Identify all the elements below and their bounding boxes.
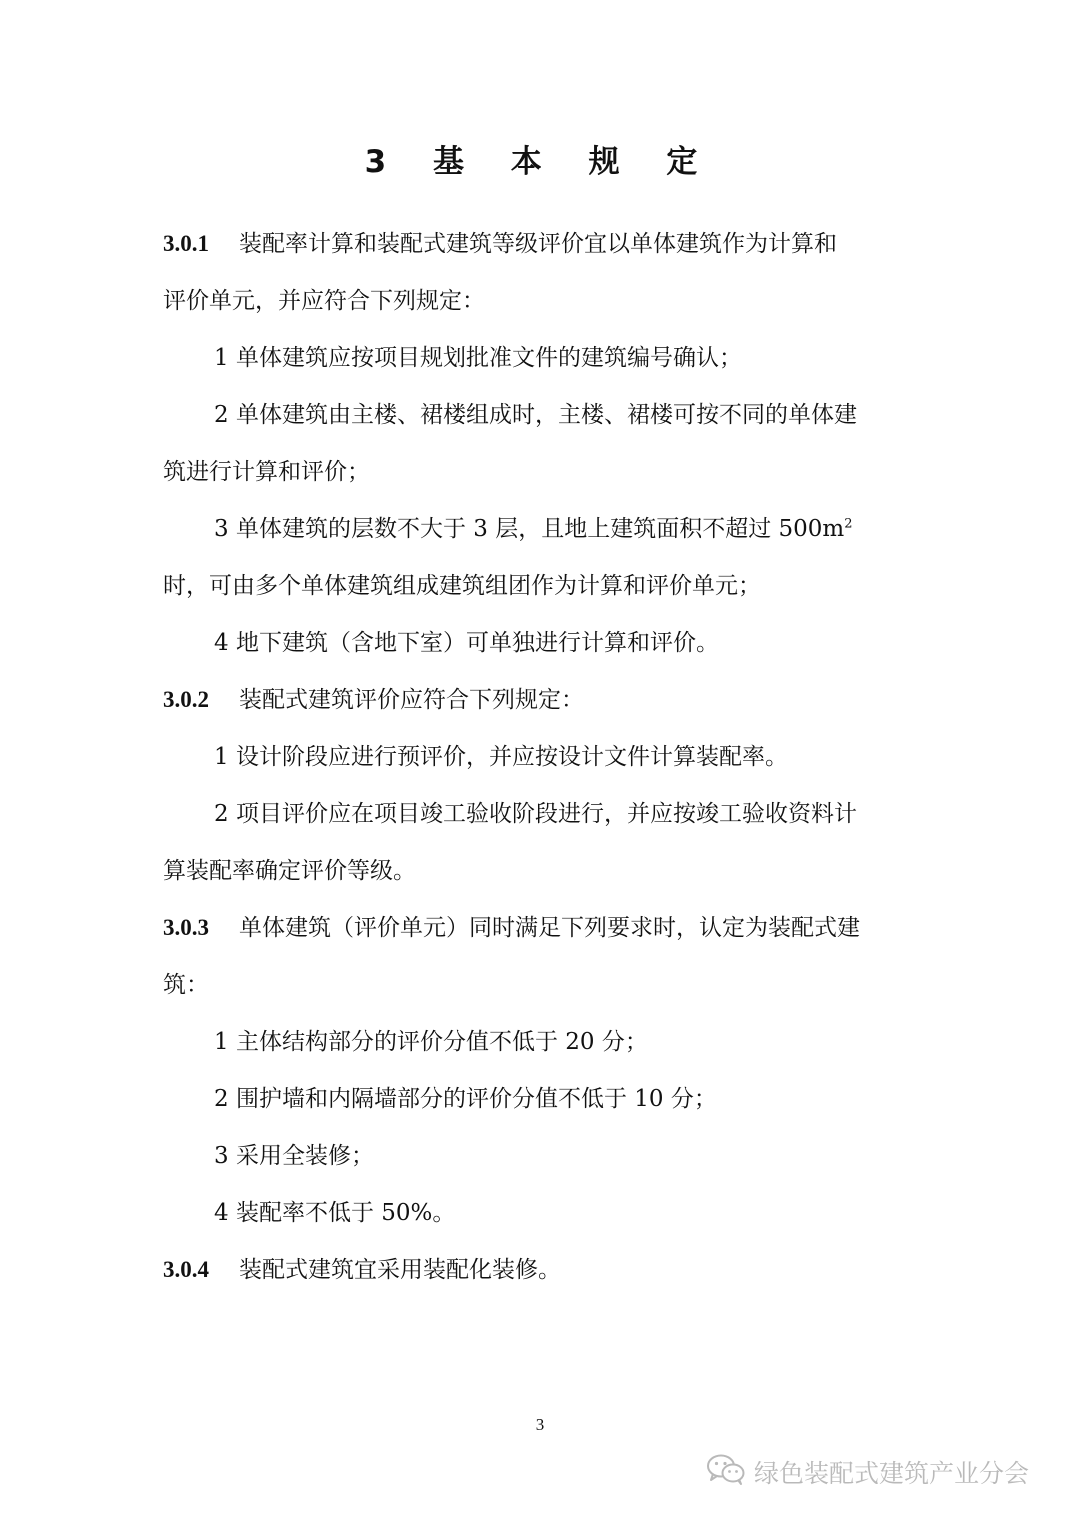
list-item: 1 主体结构部分的评价分值不低于 20 分； — [214, 1029, 648, 1055]
list-item-continued: 算装配率确定评价等级。 — [163, 858, 416, 884]
list-item-text: 3 单体建筑的层数不大于 3 层，且地上建筑面积不超过 500m — [214, 516, 845, 542]
clause-text-continued: 筑： — [163, 972, 209, 998]
clause-3-0-4 — [163, 1254, 561, 1286]
superscript: 2 — [844, 516, 853, 532]
list-item: 3 采用全装修； — [214, 1143, 374, 1169]
clause-number: 3.0.1 — [163, 231, 209, 256]
clause-number: 3.0.4 — [163, 1257, 209, 1282]
clause-3-0-2 — [163, 684, 584, 716]
list-item: 2 围护墙和内隔墙部分的评价分值不低于 10 分； — [214, 1086, 717, 1112]
clause-text-continued: 评价单元，并应符合下列规定： — [163, 288, 485, 314]
list-item-continued: 时，可由多个单体建筑组成建筑组团作为计算和评价单元； — [163, 573, 761, 599]
section-title: 3 基 本 规 定 — [364, 144, 716, 180]
list-item: 2 项目评价应在项目竣工验收阶段进行，并应按竣工验收资料计 — [214, 801, 857, 827]
clause-text: 装配率计算和装配式建筑等级评价宜以单体建筑作为计算和 — [239, 231, 837, 257]
page-number: 3 — [535, 1415, 545, 1434]
clause-text: 单体建筑（评价单元）同时满足下列要求时，认定为装配式建 — [239, 915, 860, 941]
clause-number: 3.0.2 — [163, 687, 209, 712]
list-item-continued: 筑进行计算和评价； — [163, 459, 370, 485]
list-item: 1 设计阶段应进行预评价，并应按设计文件计算装配率。 — [214, 744, 788, 770]
list-item: 2 单体建筑由主楼、裙楼组成时，主楼、裙楼可按不同的单体建 — [214, 402, 857, 428]
list-item: 1 单体建筑应按项目规划批准文件的建筑编号确认； — [214, 345, 742, 371]
wechat-icon — [706, 1453, 754, 1491]
clause-text: 装配式建筑宜采用装配化装修。 — [239, 1257, 561, 1283]
list-item: 4 装配率不低于 50%。 — [214, 1200, 456, 1226]
clause-text: 装配式建筑评价应符合下列规定： — [239, 687, 584, 713]
list-item — [214, 513, 853, 545]
list-item: 4 地下建筑（含地下室）可单独进行计算和评价。 — [214, 630, 719, 656]
watermark-text: 绿色装配式建筑产业分会 — [754, 1459, 1030, 1488]
clause-3-0-3 — [163, 912, 860, 944]
clause-3-0-1 — [163, 228, 837, 260]
watermark — [706, 1455, 1029, 1489]
clause-number: 3.0.3 — [163, 915, 209, 940]
